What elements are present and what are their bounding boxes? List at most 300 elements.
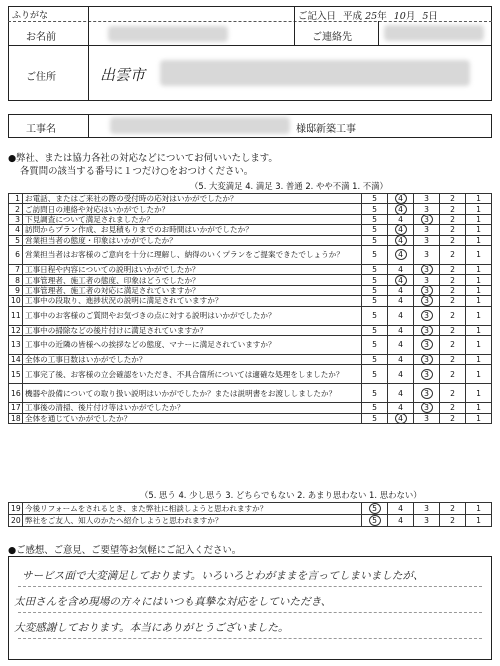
rating-value: 3 bbox=[424, 296, 429, 306]
rating-option[interactable] bbox=[362, 503, 388, 515]
rating-value: 2 bbox=[450, 413, 455, 423]
rating-value: 1 bbox=[476, 340, 481, 350]
rating-option[interactable] bbox=[466, 515, 492, 527]
rating-value: 4 bbox=[398, 388, 403, 398]
selected-circle-mark bbox=[421, 295, 433, 306]
rating-option[interactable] bbox=[440, 403, 466, 413]
rating-value: 2 bbox=[450, 265, 455, 275]
address-redaction bbox=[160, 60, 470, 86]
rating-value: 4 bbox=[398, 369, 403, 379]
label-col-divider bbox=[88, 6, 89, 101]
rating-value: 1 bbox=[476, 296, 481, 306]
rating-value: 4 bbox=[398, 355, 403, 365]
rating-value: 3 bbox=[424, 403, 429, 413]
rating-value: 2 bbox=[450, 388, 455, 398]
question-number: 16 bbox=[9, 384, 23, 403]
rating-option[interactable] bbox=[388, 413, 414, 423]
rating-option[interactable] bbox=[414, 503, 440, 515]
rating-value: 1 bbox=[476, 413, 481, 423]
rating-option[interactable] bbox=[440, 296, 466, 306]
question-row bbox=[9, 515, 492, 527]
rating-option[interactable] bbox=[440, 354, 466, 364]
rating-option[interactable] bbox=[440, 285, 466, 295]
question-row bbox=[9, 194, 492, 204]
rating-value: 4 bbox=[398, 516, 403, 525]
comment-line-2: 太田さんを含め現場の方々にはいつも真摯な対応をしていただき、 bbox=[14, 596, 332, 608]
selected-circle-mark bbox=[421, 264, 433, 275]
rating-value: 4 bbox=[398, 204, 403, 214]
rating-value: 5 bbox=[372, 285, 377, 295]
question-number: 11 bbox=[9, 306, 23, 325]
rating-value: 5 bbox=[372, 275, 377, 285]
contact-label: ご連絡先 bbox=[312, 32, 352, 43]
rating-option[interactable] bbox=[466, 354, 492, 364]
rating-value: 5 bbox=[372, 296, 377, 306]
selected-circle-mark bbox=[369, 503, 381, 514]
rating-value: 3 bbox=[424, 388, 429, 398]
rating-option[interactable] bbox=[388, 325, 414, 335]
question-row bbox=[9, 204, 492, 214]
question-row bbox=[9, 245, 492, 264]
rating-value: 3 bbox=[424, 285, 429, 295]
rating-option[interactable] bbox=[362, 296, 388, 306]
rating-option[interactable] bbox=[440, 413, 466, 423]
rating-option[interactable] bbox=[362, 515, 388, 527]
rating-value: 1 bbox=[476, 225, 481, 235]
rating-option[interactable] bbox=[362, 275, 388, 285]
rating-option[interactable] bbox=[466, 384, 492, 403]
address-label: ご住所 bbox=[26, 72, 56, 83]
rating-value: 1 bbox=[476, 250, 481, 260]
rating-option[interactable] bbox=[388, 403, 414, 413]
rating-option[interactable] bbox=[388, 245, 414, 264]
rating-option[interactable] bbox=[362, 214, 388, 224]
rating-value: 3 bbox=[424, 340, 429, 350]
question-text: 工事中のお客様のご質問やお気づきの点に対する説明はいかがでしたか？ bbox=[23, 306, 362, 325]
question-text: 工事管理者、施工者の対応に満足されていますか？ bbox=[23, 285, 362, 295]
rating-option[interactable] bbox=[466, 306, 492, 325]
rating-value: 3 bbox=[424, 204, 429, 214]
rating-option[interactable] bbox=[440, 204, 466, 214]
rating-value: 2 bbox=[450, 285, 455, 295]
rating-option[interactable] bbox=[466, 413, 492, 423]
selected-circle-mark bbox=[421, 310, 433, 321]
intro-line1: ●弊社、または協力各社の対応などについてお伺いいたします。 bbox=[8, 153, 278, 164]
questions-table bbox=[8, 193, 492, 424]
rating-option[interactable] bbox=[440, 245, 466, 264]
rating-value: 2 bbox=[450, 516, 455, 525]
rating-option[interactable] bbox=[388, 365, 414, 384]
rating-value: 4 bbox=[398, 225, 403, 235]
questions-table-2 bbox=[8, 502, 492, 527]
question-row bbox=[9, 225, 492, 235]
rating-value: 1 bbox=[476, 325, 481, 335]
rating-option[interactable] bbox=[466, 245, 492, 264]
rating-option[interactable] bbox=[440, 235, 466, 245]
rating-option[interactable] bbox=[388, 264, 414, 274]
rating-option[interactable] bbox=[388, 194, 414, 204]
question-number: 12 bbox=[9, 325, 23, 335]
rating-option[interactable] bbox=[414, 515, 440, 527]
question-row bbox=[9, 264, 492, 274]
rating-option[interactable] bbox=[362, 384, 388, 403]
rating-value: 3 bbox=[424, 265, 429, 275]
question-text: 工事後の清掃、後片付け等はいかがでしたか？ bbox=[23, 403, 362, 413]
rating-option[interactable] bbox=[440, 214, 466, 224]
selected-circle-mark bbox=[421, 325, 433, 336]
question-number: 14 bbox=[9, 354, 23, 364]
rating-option[interactable] bbox=[362, 204, 388, 214]
rating-option[interactable] bbox=[362, 225, 388, 235]
question-row bbox=[9, 214, 492, 224]
rating-option[interactable] bbox=[388, 235, 414, 245]
rating-value: 3 bbox=[424, 311, 429, 321]
rating-option[interactable] bbox=[466, 403, 492, 413]
question-text: 今後リフォームをされるとき、また弊社に相談しようと思われますか？ bbox=[23, 503, 362, 515]
question-text: ご訪問日の連絡や対応はいかがでしたか？ bbox=[23, 204, 362, 214]
rating-option[interactable] bbox=[440, 264, 466, 274]
rating-value: 5 bbox=[372, 340, 377, 350]
rating-value: 2 bbox=[450, 340, 455, 350]
rating-value: 5 bbox=[372, 194, 377, 204]
rating-option[interactable] bbox=[414, 413, 440, 423]
rating-option[interactable] bbox=[388, 384, 414, 403]
question-text: 営業担当者はお客様のご意向を十分に理解し、納得のいくプランをご提案できたでしょうか？ bbox=[23, 245, 362, 264]
rating-value: 1 bbox=[476, 403, 481, 413]
scale-legend-2: （5. 思う 4. 少し思う 3. どちらでもない 2. あまり思わない 1. 思わない） bbox=[140, 490, 422, 500]
rating-value: 5 bbox=[372, 388, 377, 398]
rating-value: 5 bbox=[372, 204, 377, 214]
rating-value: 1 bbox=[476, 194, 481, 204]
selected-circle-mark bbox=[395, 235, 407, 246]
rating-option[interactable] bbox=[440, 325, 466, 335]
rating-value: 3 bbox=[424, 225, 429, 235]
rating-option[interactable] bbox=[362, 335, 388, 354]
rating-option[interactable] bbox=[414, 325, 440, 335]
rating-option[interactable] bbox=[362, 403, 388, 413]
rating-option[interactable] bbox=[466, 296, 492, 306]
question-number: 15 bbox=[9, 365, 23, 384]
rating-value: 2 bbox=[450, 194, 455, 204]
question-text: お電話、またはご来社の際の受付時の応対はいかがでしたか？ bbox=[23, 194, 362, 204]
rating-value: 2 bbox=[450, 250, 455, 260]
question-row bbox=[9, 275, 492, 285]
rating-option[interactable] bbox=[466, 225, 492, 235]
rating-option[interactable] bbox=[362, 413, 388, 423]
rating-value: 3 bbox=[424, 325, 429, 335]
question-number: 9 bbox=[9, 285, 23, 295]
rating-value: 5 bbox=[372, 214, 377, 224]
date-year: 25 bbox=[365, 11, 378, 22]
rating-value: 5 bbox=[372, 265, 377, 275]
selected-circle-mark bbox=[395, 193, 407, 204]
question-text: 訪問からプラン作成、お見積もりまでのお時間はいかがでしたか？ bbox=[23, 225, 362, 235]
question-text: 工事完了後、お客様の立会確認をいただき、不具合箇所については適確な処理をしましたか？ bbox=[23, 365, 362, 384]
selected-circle-mark bbox=[395, 249, 407, 260]
name-redaction bbox=[108, 26, 228, 42]
contact-col-divider bbox=[294, 6, 295, 45]
rating-value: 5 bbox=[372, 403, 377, 413]
question-row bbox=[9, 296, 492, 306]
rating-value: 3 bbox=[424, 355, 429, 365]
rating-option[interactable] bbox=[388, 335, 414, 354]
selected-circle-mark bbox=[421, 339, 433, 350]
rating-option[interactable] bbox=[388, 515, 414, 527]
rating-value: 4 bbox=[398, 311, 403, 321]
rating-option[interactable] bbox=[362, 365, 388, 384]
rating-value: 1 bbox=[476, 235, 481, 245]
rating-option[interactable] bbox=[414, 354, 440, 364]
rating-option[interactable] bbox=[440, 275, 466, 285]
rating-value: 1 bbox=[476, 311, 481, 321]
selected-circle-mark bbox=[421, 285, 433, 296]
intro-line2: 各質問の該当する番号に１つだけ○をおつけください。 bbox=[20, 166, 254, 177]
rating-option[interactable] bbox=[440, 384, 466, 403]
era: 平成 bbox=[343, 11, 363, 22]
comment-rule-3 bbox=[18, 638, 482, 639]
selected-circle-mark bbox=[421, 402, 433, 413]
question-row bbox=[9, 384, 492, 403]
rating-value: 2 bbox=[450, 235, 455, 245]
selected-circle-mark bbox=[395, 224, 407, 235]
rating-value: 5 bbox=[372, 325, 377, 335]
question-row bbox=[9, 403, 492, 413]
rating-value: 4 bbox=[398, 403, 403, 413]
comment-line-1: サービス面で大変満足しております。いろいろとわがままを言ってしまいましたが、 bbox=[22, 570, 424, 582]
rating-value: 4 bbox=[398, 265, 403, 275]
rating-value: 4 bbox=[398, 214, 403, 224]
rating-value: 4 bbox=[398, 504, 403, 513]
rating-option[interactable] bbox=[362, 194, 388, 204]
rating-value: 1 bbox=[476, 214, 481, 224]
question-row bbox=[9, 235, 492, 245]
rating-value: 1 bbox=[476, 355, 481, 365]
rating-value: 2 bbox=[450, 225, 455, 235]
selected-circle-mark bbox=[421, 354, 433, 365]
contact-val-divider bbox=[378, 21, 379, 45]
rating-option[interactable] bbox=[362, 264, 388, 274]
work-redaction bbox=[110, 117, 290, 134]
rating-value: 1 bbox=[476, 516, 481, 525]
rating-value: 2 bbox=[450, 204, 455, 214]
rating-value: 5 bbox=[372, 311, 377, 321]
rating-value: 2 bbox=[450, 403, 455, 413]
rating-value: 1 bbox=[476, 504, 481, 513]
question-number: 7 bbox=[9, 264, 23, 274]
rating-option[interactable] bbox=[414, 235, 440, 245]
rating-option[interactable] bbox=[466, 204, 492, 214]
day-unit: 日 bbox=[428, 11, 438, 22]
rating-value: 5 bbox=[372, 413, 377, 423]
rating-option[interactable] bbox=[440, 515, 466, 527]
rating-option[interactable] bbox=[414, 306, 440, 325]
rating-option[interactable] bbox=[388, 306, 414, 325]
rating-value: 5 bbox=[372, 235, 377, 245]
work-label: 工事名 bbox=[26, 124, 56, 135]
rating-option[interactable] bbox=[414, 225, 440, 235]
rating-option[interactable] bbox=[414, 204, 440, 214]
rating-option[interactable] bbox=[388, 296, 414, 306]
question-text: 全体の工事日数はいかがでしたか？ bbox=[23, 354, 362, 364]
question-row bbox=[9, 503, 492, 515]
rating-value: 1 bbox=[476, 265, 481, 275]
rating-value: 2 bbox=[450, 214, 455, 224]
question-text: 工事管理者、施工者の態度、印象はどうでしたか？ bbox=[23, 275, 362, 285]
question-text: 下見調査について満足されましたか？ bbox=[23, 214, 362, 224]
rating-value: 4 bbox=[398, 296, 403, 306]
rating-option[interactable] bbox=[414, 365, 440, 384]
rating-option[interactable] bbox=[414, 194, 440, 204]
comment-rule-1 bbox=[18, 586, 482, 587]
rating-option[interactable] bbox=[440, 225, 466, 235]
question-number: 3 bbox=[9, 214, 23, 224]
rating-value: 4 bbox=[398, 325, 403, 335]
selected-circle-mark bbox=[395, 204, 407, 215]
rating-option[interactable] bbox=[466, 325, 492, 335]
rating-value: 3 bbox=[424, 235, 429, 245]
rating-value: 4 bbox=[398, 285, 403, 295]
question-row bbox=[9, 325, 492, 335]
rating-option[interactable] bbox=[414, 403, 440, 413]
rating-option[interactable] bbox=[388, 225, 414, 235]
year-unit: 年 bbox=[377, 11, 387, 22]
rating-value: 3 bbox=[424, 275, 429, 285]
date-day: 5 bbox=[422, 11, 429, 22]
rating-value: 2 bbox=[450, 504, 455, 513]
rating-value: 5 bbox=[372, 516, 377, 525]
rating-value: 2 bbox=[450, 311, 455, 321]
comment-rule-2 bbox=[18, 612, 482, 613]
rating-value: 3 bbox=[424, 369, 429, 379]
name-label: お名前 bbox=[26, 32, 56, 43]
rating-option[interactable] bbox=[414, 264, 440, 274]
rating-value: 5 bbox=[372, 369, 377, 379]
question-number: 19 bbox=[9, 503, 23, 515]
rating-option[interactable] bbox=[388, 275, 414, 285]
date-month: 10 bbox=[393, 11, 406, 22]
question-number: 5 bbox=[9, 235, 23, 245]
rating-value: 2 bbox=[450, 355, 455, 365]
rating-option[interactable] bbox=[440, 306, 466, 325]
question-number: 10 bbox=[9, 296, 23, 306]
rating-value: 4 bbox=[398, 340, 403, 350]
rating-value: 5 bbox=[372, 504, 377, 513]
rating-option[interactable] bbox=[362, 245, 388, 264]
question-number: 1 bbox=[9, 194, 23, 204]
rating-value: 5 bbox=[372, 355, 377, 365]
rating-option[interactable] bbox=[466, 503, 492, 515]
rating-option[interactable] bbox=[466, 214, 492, 224]
rating-option[interactable] bbox=[388, 214, 414, 224]
question-row bbox=[9, 413, 492, 423]
name-row-divider bbox=[8, 45, 492, 46]
rating-option[interactable] bbox=[440, 335, 466, 354]
rating-option[interactable] bbox=[466, 285, 492, 295]
question-row bbox=[9, 306, 492, 325]
question-number: 13 bbox=[9, 335, 23, 354]
question-number: 17 bbox=[9, 403, 23, 413]
question-number: 2 bbox=[9, 204, 23, 214]
rating-option[interactable] bbox=[362, 285, 388, 295]
rating-value: 5 bbox=[372, 225, 377, 235]
address-value: 出雲市 bbox=[100, 66, 146, 84]
rating-option[interactable] bbox=[414, 296, 440, 306]
rating-option[interactable] bbox=[388, 204, 414, 214]
rating-option[interactable] bbox=[362, 325, 388, 335]
date-label: ご記入日 bbox=[298, 11, 337, 22]
rating-option[interactable] bbox=[414, 214, 440, 224]
rating-option[interactable] bbox=[414, 275, 440, 285]
selected-circle-mark bbox=[421, 369, 433, 380]
rating-option[interactable] bbox=[414, 384, 440, 403]
question-number: 6 bbox=[9, 245, 23, 264]
question-number: 4 bbox=[9, 225, 23, 235]
rating-value: 2 bbox=[450, 296, 455, 306]
selected-circle-mark bbox=[421, 214, 433, 225]
question-text: 全体を通じていかがでしたか？ bbox=[23, 413, 362, 423]
rating-option[interactable] bbox=[388, 354, 414, 364]
rating-option[interactable] bbox=[466, 335, 492, 354]
question-text: 営業担当者の態度・印象はいかがでしたか？ bbox=[23, 235, 362, 245]
month-unit: 月 bbox=[405, 11, 416, 22]
question-row bbox=[9, 354, 492, 364]
rating-option[interactable] bbox=[466, 194, 492, 204]
question-text: 工事中の段取り、進捗状況の説明に満足されていますか？ bbox=[23, 296, 362, 306]
question-row bbox=[9, 365, 492, 384]
selected-circle-mark bbox=[395, 275, 407, 286]
rating-option[interactable] bbox=[414, 285, 440, 295]
rating-option[interactable] bbox=[362, 354, 388, 364]
rating-value: 1 bbox=[476, 275, 481, 285]
question-number: 8 bbox=[9, 275, 23, 285]
date-row bbox=[298, 8, 438, 22]
rating-value: 4 bbox=[398, 275, 403, 285]
comment-line-3: 大変感謝しております。本当にありがとうございました。 bbox=[14, 622, 289, 634]
contact-redaction bbox=[384, 25, 484, 41]
rating-option[interactable] bbox=[466, 365, 492, 384]
rating-option[interactable] bbox=[440, 365, 466, 384]
question-row bbox=[9, 285, 492, 295]
rating-value: 3 bbox=[424, 516, 429, 525]
rating-option[interactable] bbox=[388, 503, 414, 515]
rating-option[interactable] bbox=[362, 235, 388, 245]
rating-value: 3 bbox=[424, 413, 429, 423]
selected-circle-mark bbox=[421, 388, 433, 399]
rating-value: 3 bbox=[424, 194, 429, 204]
rating-option[interactable] bbox=[414, 245, 440, 264]
rating-option[interactable] bbox=[414, 335, 440, 354]
rating-value: 4 bbox=[398, 194, 403, 204]
rating-option[interactable] bbox=[440, 194, 466, 204]
rating-option[interactable] bbox=[362, 306, 388, 325]
rating-value: 5 bbox=[372, 250, 377, 260]
rating-option[interactable] bbox=[466, 264, 492, 274]
rating-option[interactable] bbox=[466, 275, 492, 285]
question-text: 工事日程や内容についての説明はいかがでしたか？ bbox=[23, 264, 362, 274]
rating-value: 4 bbox=[398, 413, 403, 423]
question-row bbox=[9, 335, 492, 354]
comments-label: ●ご感想、ご意見、ご要望等お気軽にご記入ください。 bbox=[8, 545, 242, 556]
rating-option[interactable] bbox=[388, 285, 414, 295]
rating-value: 3 bbox=[424, 214, 429, 224]
rating-option[interactable] bbox=[466, 235, 492, 245]
question-text: 弊社をご友人、知人のかたへ紹介しようと思われますか？ bbox=[23, 515, 362, 527]
rating-value: 1 bbox=[476, 204, 481, 214]
furigana-label: ふりがな bbox=[12, 11, 49, 21]
rating-option[interactable] bbox=[440, 503, 466, 515]
question-number: 18 bbox=[9, 413, 23, 423]
rating-value: 3 bbox=[424, 250, 429, 260]
